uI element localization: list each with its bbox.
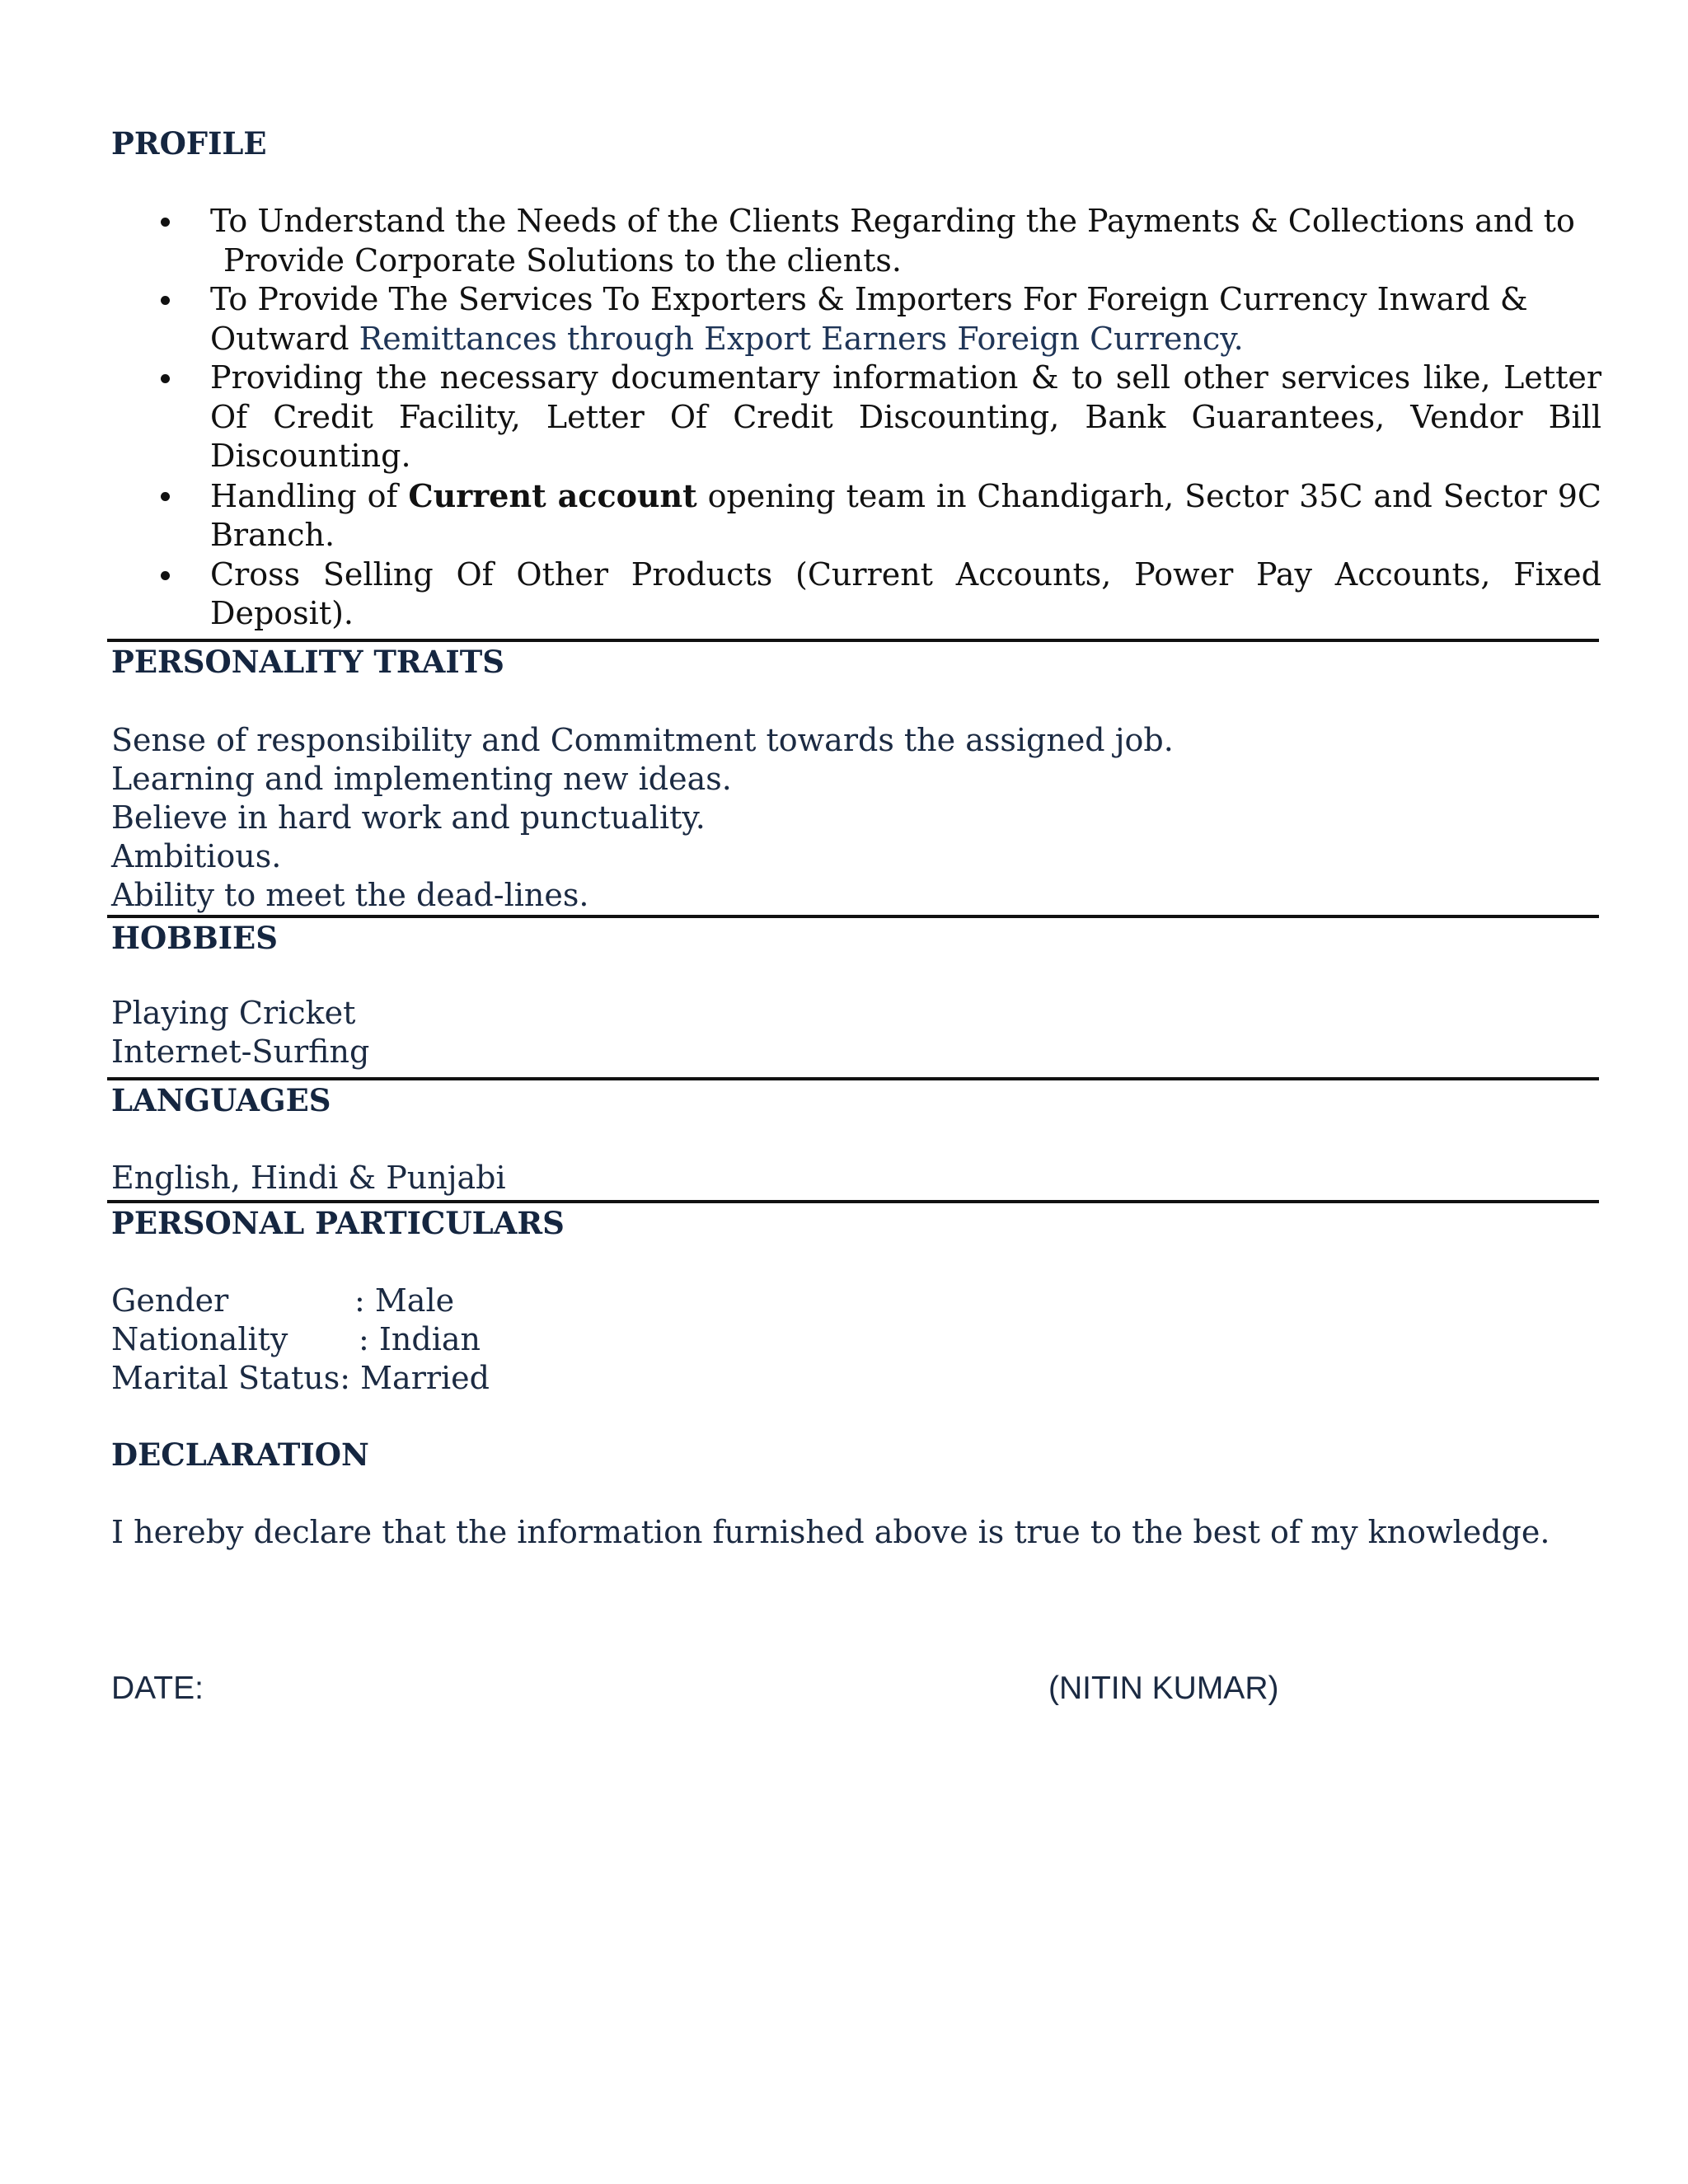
declaration-heading: DECLARATION <box>111 1436 369 1473</box>
profile-item-bold-text: Current account <box>408 476 697 514</box>
section-divider <box>107 1200 1599 1203</box>
personal-value: : Married <box>340 1360 490 1396</box>
bullet-icon <box>161 296 170 305</box>
profile-heading: PROFILE <box>111 125 267 162</box>
profile-item-text: Providing the necessary documentary information & to sell other services like, Letter Of Credit Facility, Letter Of Credit Discounting, Bank Guarantees, Vendor Bill Discounting. <box>210 359 1601 474</box>
profile-item-continuation-highlight: Remittances through Export Earners Foreign Currency. <box>359 320 1244 357</box>
profile-item-text: To Understand the Needs of the Clients Regarding the Payments & Collections and to <box>210 203 1575 239</box>
section-divider <box>107 1077 1599 1080</box>
profile-item-continuation: Provide Corporate Solutions to the clients. <box>223 241 902 279</box>
bullet-icon <box>161 218 170 227</box>
trait-line: Ambitious. <box>111 838 282 874</box>
profile-item-text-after: opening team in Chandigarh, Sector 35C and Sector 9C Branch. <box>210 477 1601 553</box>
signature-name: (NITIN KUMAR) <box>1048 1671 1279 1706</box>
personal-key: Marital Status <box>111 1360 340 1396</box>
trait-line: Learning and implementing new ideas. <box>111 761 732 797</box>
bullet-icon <box>161 374 170 383</box>
personal-row-marital-status <box>111 1359 490 1398</box>
profile-bullet-list <box>111 202 1601 634</box>
languages-heading: LANGUAGES <box>111 1082 331 1118</box>
declaration-text: I hereby declare that the information furnished above is true to the best of my knowledge. <box>111 1514 1550 1550</box>
personal-value: : Indian <box>359 1321 481 1357</box>
profile-item-text-before: Handling of <box>210 477 409 514</box>
bullet-icon <box>161 492 170 501</box>
personal-value: : Male <box>354 1282 455 1319</box>
profile-item-text: To Provide The Services To Exporters & Importers For Foreign Currency Inward & <box>210 281 1528 317</box>
traits-heading: PERSONALITY TRAITS <box>111 644 504 680</box>
date-label: DATE: <box>111 1671 204 1706</box>
personal-key: Nationality <box>111 1321 288 1357</box>
bullet-icon <box>161 571 170 580</box>
personal-row-gender <box>111 1282 454 1320</box>
personal-row-nationality <box>111 1320 481 1359</box>
trait-line: Ability to meet the dead-lines. <box>111 877 589 913</box>
profile-item-continuation: Outward <box>210 320 359 357</box>
profile-item-text: Cross Selling Of Other Products (Current Accounts, Power Pay Accounts, Fixed Deposit). <box>210 555 1601 631</box>
hobby-line: Playing Cricket <box>111 995 356 1031</box>
trait-line: Sense of responsibility and Commitment towards the assigned job. <box>111 722 1174 758</box>
profile-item-documentary <box>111 359 1601 476</box>
trait-line: Believe in hard work and punctuality. <box>111 799 706 836</box>
profile-item-payments <box>111 202 1601 280</box>
languages-line: English, Hindi & Punjabi <box>111 1160 506 1196</box>
profile-item-current-account <box>111 476 1601 555</box>
personal-key: Gender <box>111 1282 229 1319</box>
section-divider <box>107 639 1599 642</box>
hobby-line: Internet-Surfing <box>111 1033 370 1070</box>
personal-heading: PERSONAL PARTICULARS <box>111 1205 565 1241</box>
section-divider <box>107 915 1599 918</box>
profile-item-remittances <box>111 280 1601 359</box>
profile-item-cross-selling <box>111 555 1601 634</box>
hobbies-heading: HOBBIES <box>111 920 278 956</box>
